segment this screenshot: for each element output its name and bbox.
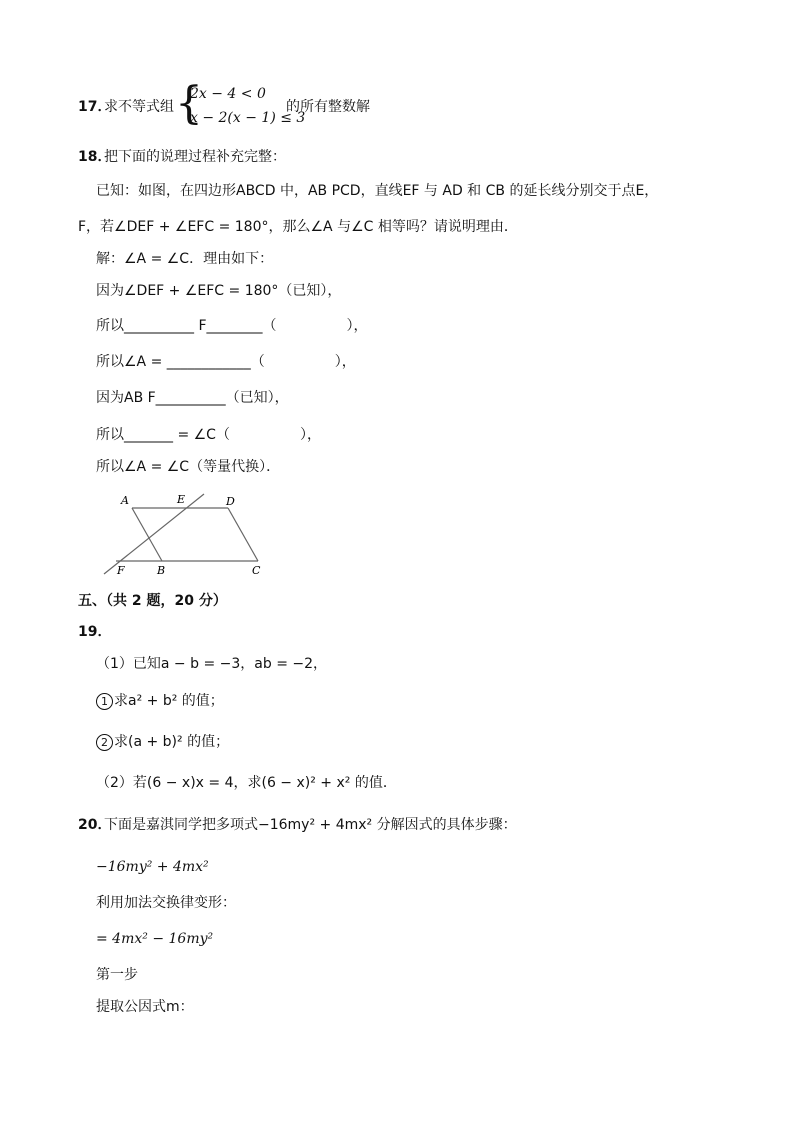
circled-number-2: 2 — [96, 734, 113, 751]
q18-step-3: 所以∠A = ____________（ ）， — [96, 354, 356, 370]
figure-label-d: D — [226, 495, 235, 508]
q18-given-line-1: 已知：如图，在四边形ABCD 中，AB PCD，直线EF 与 AD 和 CB 的延长线分别交于点E， — [96, 183, 659, 199]
section-5-title: 五、（共 2 题，20 分） — [78, 593, 227, 609]
q18-step-6: 所以∠A = ∠C（等量代换）． — [96, 459, 281, 475]
q19-part-2: （2）若(6 − x)x = 4，求(6 − x)² + x² 的值． — [96, 775, 397, 791]
q18-step-2: 所以__________ F________（ ）， — [96, 318, 368, 334]
q20-number: 20． — [78, 817, 112, 833]
figure-label-e: E — [177, 493, 186, 506]
q20-expression-2: = 4mx² − 16my² — [96, 931, 214, 947]
q20-expression: −16my² + 4mx² — [96, 859, 209, 875]
q17-number: 17． — [78, 99, 112, 115]
q20-text: 下面是嘉淇同学把多项式−16my² + 4mx² 分解因式的具体步骤： — [104, 817, 517, 833]
q18-given-line-2: F，若∠DEF + ∠EFC = 180°，那么∠A 与∠C 相等吗？请说明理由． — [78, 219, 518, 235]
q18-title: 把下面的说理过程补充完整： — [104, 149, 286, 165]
figure-label-c: C — [252, 564, 261, 577]
q18-step-4: 因为AB F__________（已知）， — [96, 390, 289, 406]
q18-solution-intro: 解：∠A = ∠C．理由如下： — [96, 251, 274, 267]
q17-inequality-2: x − 2(x − 1) ≤ 3 — [190, 110, 306, 126]
q18-parallelogram-figure — [98, 488, 273, 580]
q20-step-label: 第一步 — [96, 967, 138, 983]
q20-description-1: 利用加法交换律变形： — [96, 895, 236, 911]
q17-inequality-1: 2x − 4 < 0 — [190, 86, 266, 102]
figure-label-a: A — [121, 494, 129, 507]
figure-label-f: F — [117, 564, 125, 577]
q18-step-1: 因为∠DEF + ∠EFC = 180°（已知）， — [96, 283, 342, 299]
q19-sub-1 — [96, 691, 224, 711]
q19-sub-2 — [96, 732, 229, 752]
figure-segment-ab — [132, 508, 162, 561]
figure-segment-dc — [228, 508, 258, 561]
q19-number: 19． — [78, 624, 112, 640]
q17-suffix: 的所有整数解 — [286, 99, 370, 115]
q18-number: 18． — [78, 149, 112, 165]
q19-sub-1-text: 求a² + b² 的值； — [114, 693, 224, 709]
q17-text: 求不等式组 — [104, 99, 174, 115]
figure-label-b: B — [157, 564, 166, 577]
q19-sub-2-text: 求(a + b)² 的值； — [114, 734, 230, 750]
q19-part-1: （1）已知a − b = −3，ab = −2， — [96, 656, 328, 672]
figure-line-ef — [104, 494, 204, 574]
circled-number-1: 1 — [96, 693, 113, 710]
q20-description-2: 提取公因式m： — [96, 999, 194, 1015]
q18-step-5: 所以_______ = ∠C（ ）， — [96, 427, 321, 443]
q17-brace: { — [175, 78, 203, 129]
